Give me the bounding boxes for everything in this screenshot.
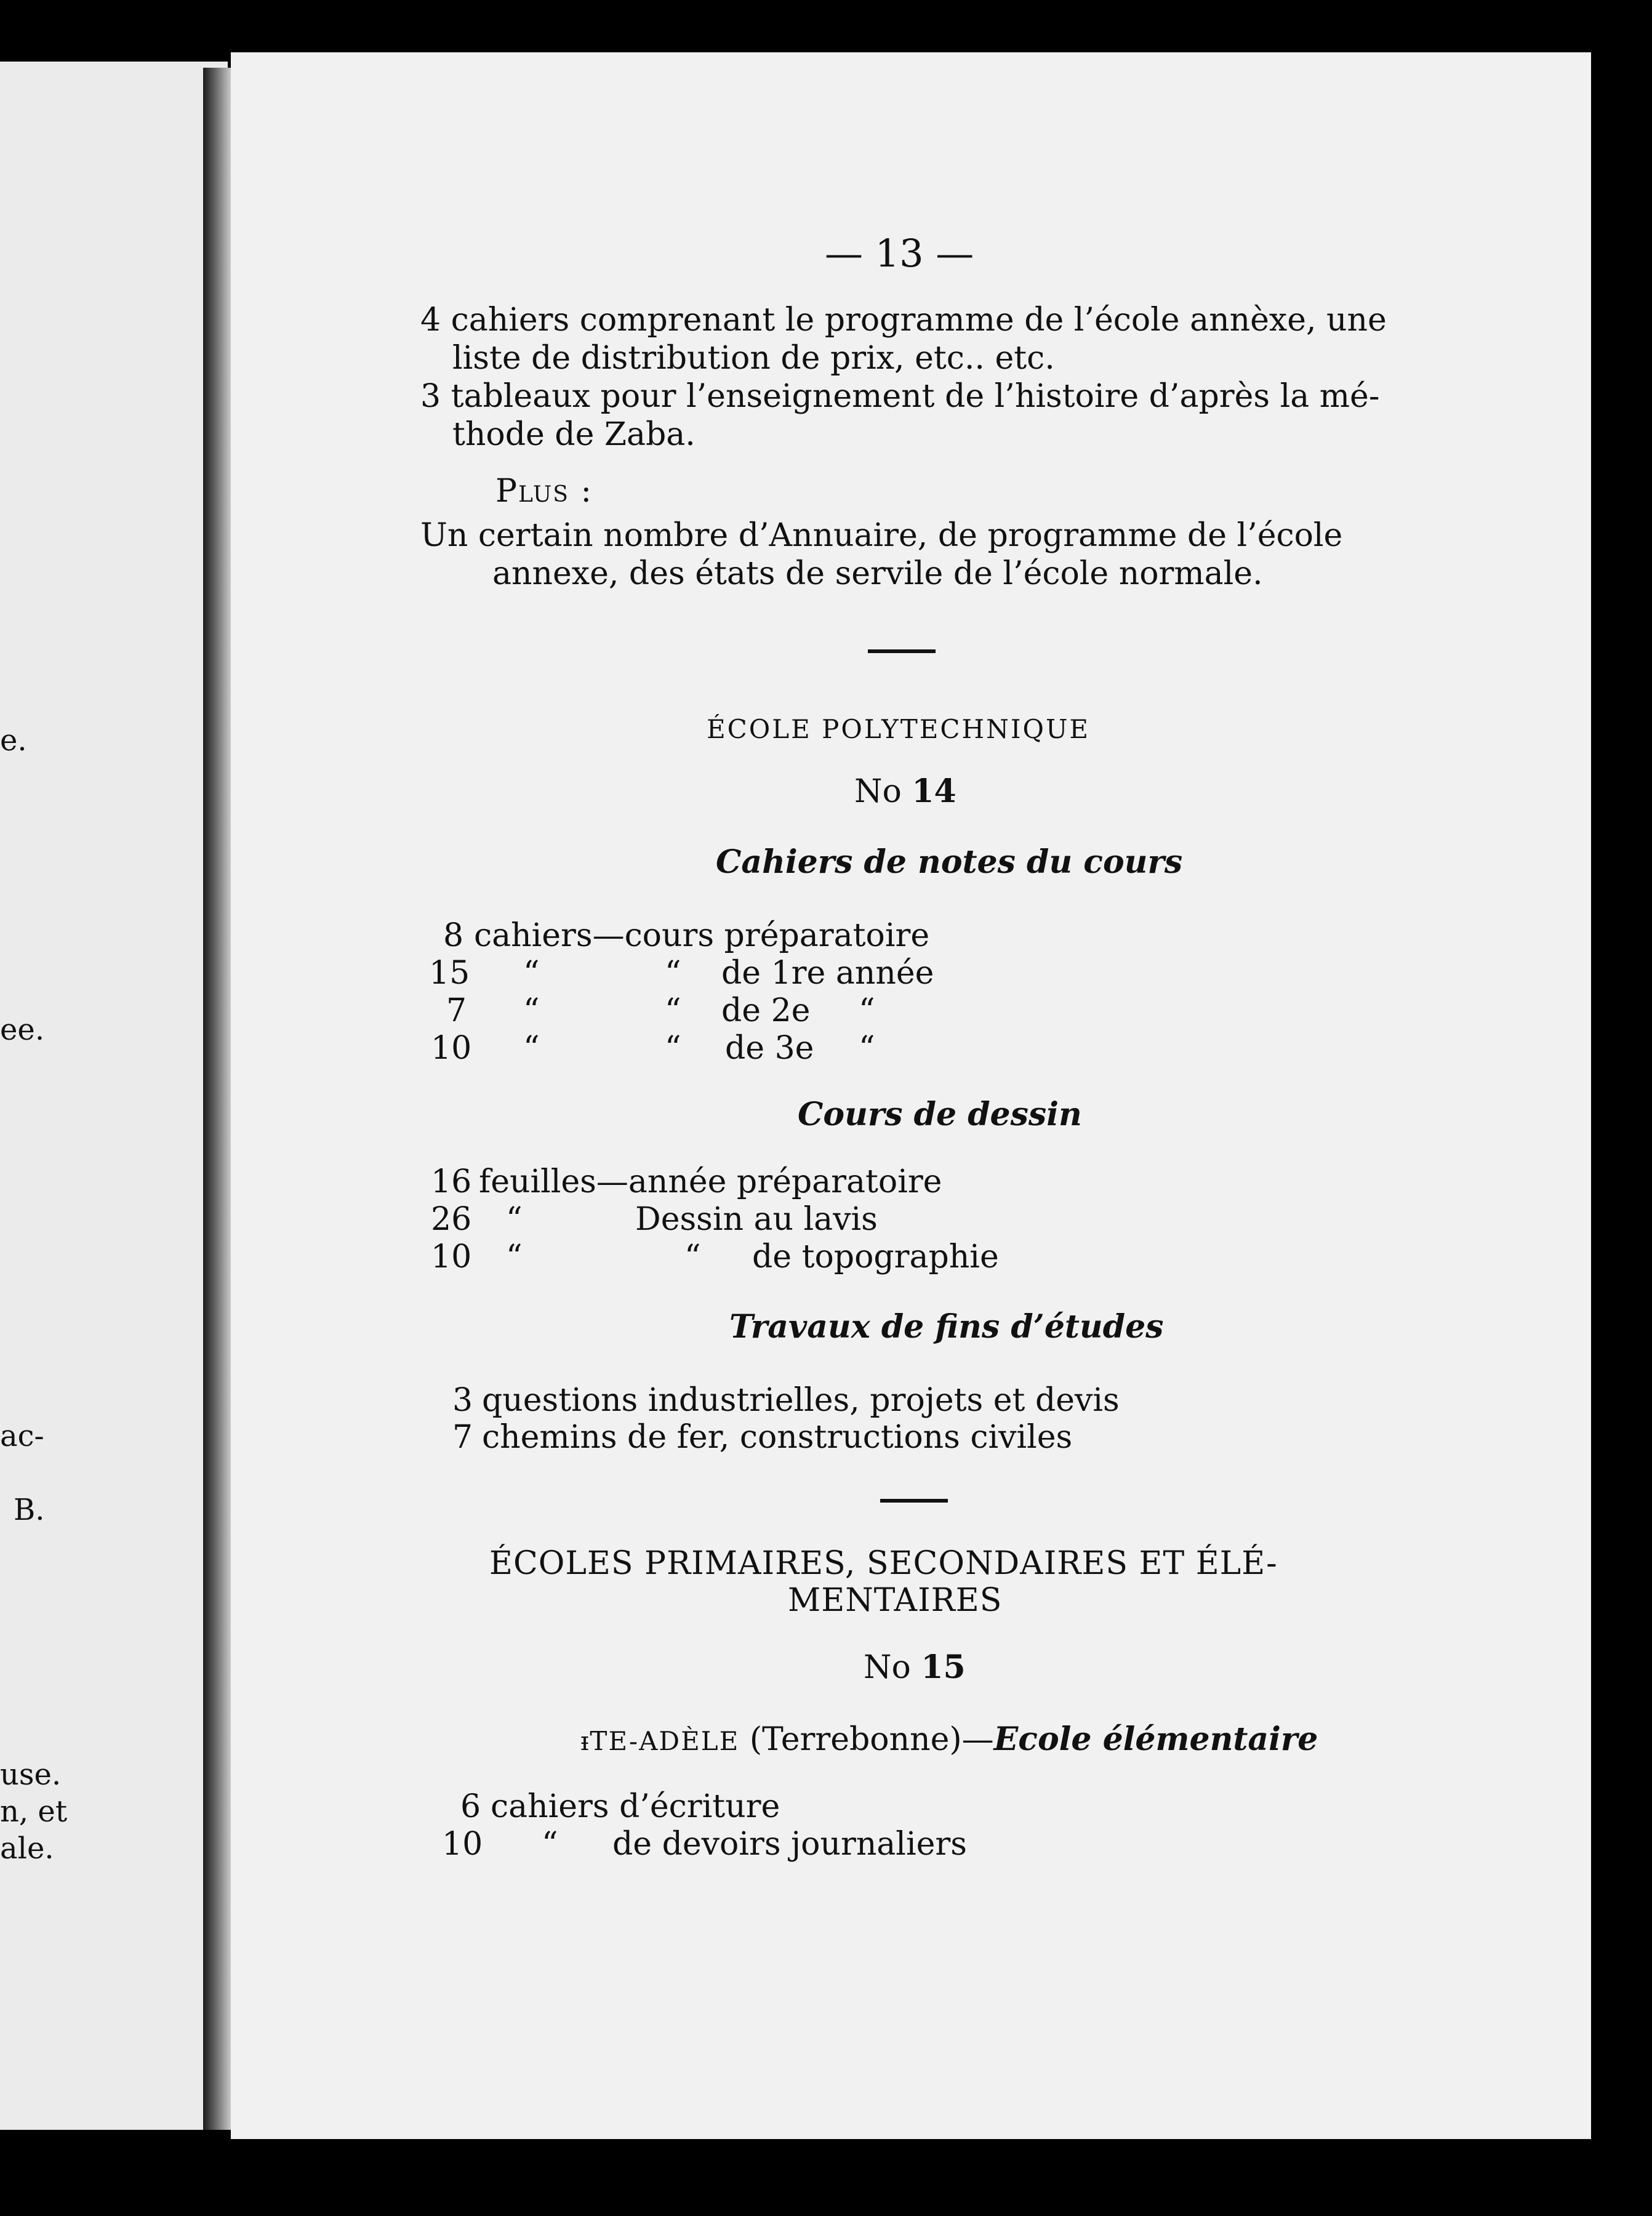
ditto: “	[542, 1826, 558, 1863]
place-name: ᵻTE-ADÈLE	[580, 1726, 740, 1756]
item-text: cahiers—cours préparatoire	[474, 917, 930, 954]
place-line	[580, 1720, 1318, 1758]
left-fragment: ale.	[0, 1831, 54, 1866]
left-fragment: n, et	[0, 1794, 68, 1829]
qty: 6	[460, 1788, 481, 1825]
ditto: “	[523, 955, 540, 992]
qty: 3	[452, 1382, 473, 1419]
intro-line: thode de Zaba.	[452, 416, 696, 453]
left-fragment: use.	[0, 1757, 62, 1792]
item-text: de 2e	[721, 992, 811, 1029]
item-text: chemins de fer, constructions civiles	[482, 1419, 1073, 1456]
qty: 15	[429, 955, 470, 992]
left-fragment: ac-	[0, 1419, 44, 1453]
ditto: “	[859, 992, 875, 1029]
left-fragment: B.	[14, 1493, 45, 1527]
intro-line: liste de distribution de prix, etc.. etc.	[452, 340, 1055, 377]
section-heading: ÉCOLES PRIMAIRES, SECONDAIRES ET ÉLÉ-	[489, 1545, 1278, 1582]
item-text: de devoirs journaliers	[612, 1826, 967, 1863]
left-fragment: ee.	[0, 1013, 45, 1047]
place-region: (Terrebonne)—	[739, 1721, 994, 1758]
ditto: “	[665, 1030, 681, 1067]
qty: 10	[431, 1238, 472, 1275]
qty: 10	[442, 1826, 483, 1863]
qty: 16	[431, 1163, 472, 1200]
subheading: Cahiers de notes du cours	[716, 843, 1183, 881]
item-text: de topographie	[752, 1238, 999, 1275]
ditto: “	[665, 992, 681, 1029]
qty: 7	[452, 1419, 473, 1456]
item-text: cahiers d’écriture	[491, 1788, 780, 1825]
qty: 8	[443, 917, 464, 954]
subheading: Cours de dessin	[798, 1096, 1082, 1133]
ditto: “	[506, 1238, 523, 1275]
item-text: Dessin au lavis	[635, 1201, 878, 1238]
section-heading: MENTAIRES	[788, 1582, 1003, 1619]
ditto: “	[665, 955, 681, 992]
ditto: “	[523, 1030, 540, 1067]
qty: 10	[431, 1030, 472, 1067]
plus-label: Plus :	[495, 473, 593, 510]
intro-line: annexe, des états de servile de l’école normale.	[492, 555, 1263, 592]
ditto: “	[859, 1030, 875, 1067]
intro-line: 3 tableaux pour l’enseignement de l’histoire d’après la mé-	[420, 378, 1380, 415]
ditto: “	[684, 1238, 701, 1275]
school-type: Ecole élémentaire	[993, 1720, 1318, 1758]
item-text: questions industrielles, projets et devis	[482, 1382, 1120, 1419]
page-number: — 13 —	[825, 231, 974, 276]
intro-line: Un certain nombre d’Annuaire, de programme de l’école	[420, 517, 1343, 554]
section-number: No 15	[864, 1648, 966, 1686]
book-gutter	[203, 68, 231, 2130]
item-text: feuilles—année préparatoire	[479, 1163, 942, 1200]
ditto: “	[506, 1201, 523, 1238]
qty: 26	[431, 1201, 472, 1238]
section-divider	[880, 1499, 948, 1503]
intro-line: 4 cahiers comprenant le programme de l’école annèxe, une	[420, 302, 1387, 339]
item-text: de 1re année	[721, 955, 934, 992]
item-text: de 3e	[725, 1030, 814, 1067]
section-divider	[868, 649, 936, 653]
section-number: No 14	[854, 773, 956, 810]
section-heading: ÉCOLE POLYTECHNIQUE	[707, 714, 1091, 744]
ditto: “	[523, 992, 540, 1029]
qty: 7	[446, 992, 467, 1029]
subheading: Travaux de fins d’études	[729, 1308, 1164, 1346]
left-fragment: e.	[0, 723, 27, 758]
